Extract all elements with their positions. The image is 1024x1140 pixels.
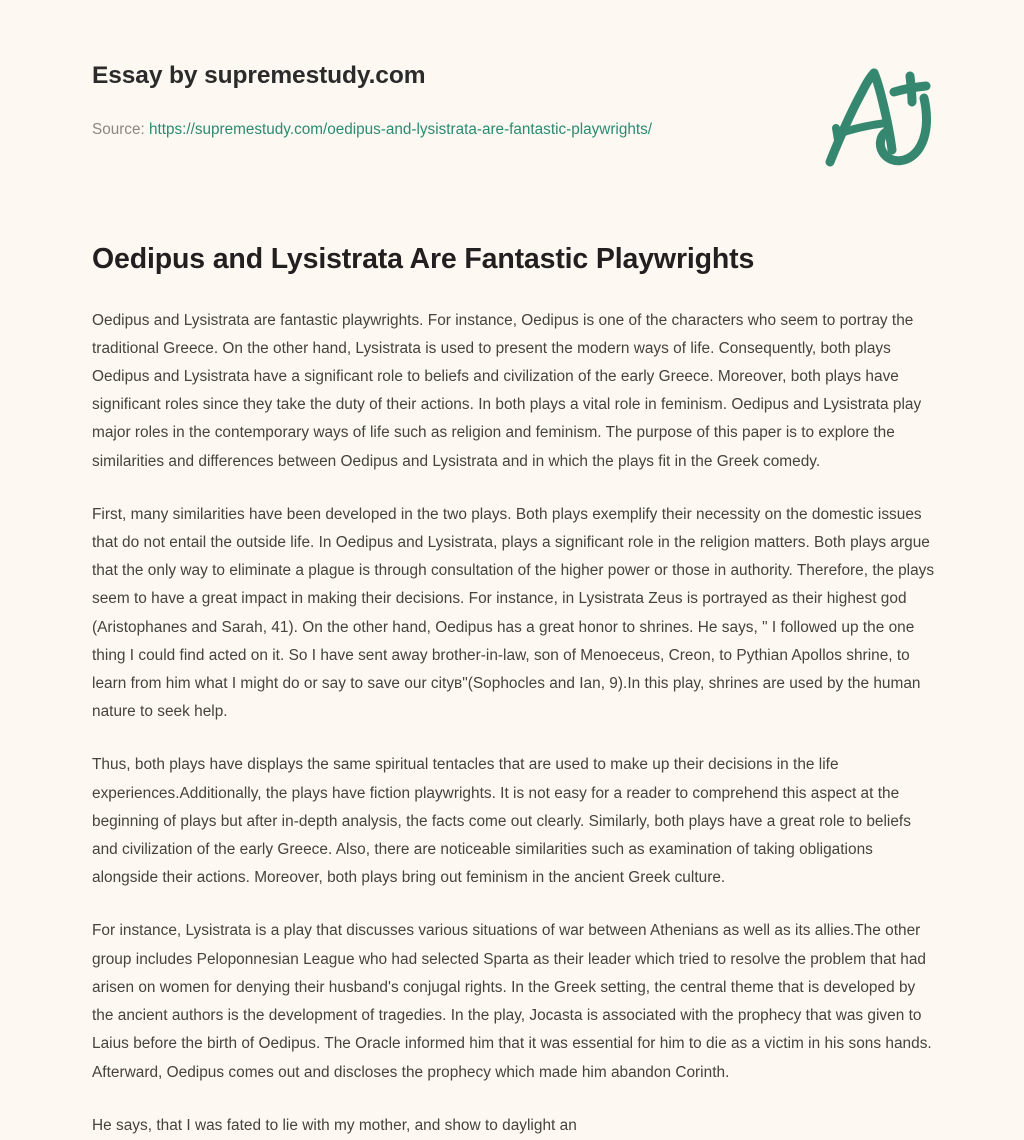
byline: Essay by supremestudy.com [92,62,426,89]
page-title: Oedipus and Lysistrata Are Fantastic Playwrights [92,243,755,275]
source-line [92,122,652,137]
source-label: Source: [92,121,145,138]
page-header [0,0,1024,200]
a-plus-logo-glyph [812,58,942,173]
paragraph: Oedipus and Lysistrata are fantastic playwrights. For instance, Oedipus is one of the characters who seem to portray the traditional Greece. On the other hand, Lysistrata is used to present the modern ways of life. Consequently, both plays Oedipus and Lysistrata have a significant role to beliefs and civilization of the early Greece. Moreover, both plays have significant roles since they take the duty of their actions. In both plays a vital role in feminism. Oedipus and Lysistrata play major roles in the contemporary ways of life such as religion and feminism. The purpose of this paper is to explore the similarities and differences between Oedipus and Lysistrata and in which the plays fit in the Greek comedy. [92,311,922,470]
article-body [92,307,938,1140]
paragraph: For instance, Lysistrata is a play that discusses various situations of war between Athenians as well as its allies.The other group includes Peloponnesian League who had selected Sparta as their leader which tried to resolve the problem that had arisen on women for denying their husband's conjugal rights. In the Greek setting, the central theme that is developed by the ancient authors is the development of tragedies. In the play, Jocasta is associated with the prophecy that was given to Laius before the birth of Oedipus. The Oracle informed him that it was essential for him to die as a victim in his sons hands. Afterward, Oedipus comes out and discloses the prophecy which made him abandon Corinth. [92,922,932,1081]
paragraph: First, many similarities have been developed in the two plays. Both plays exemplify their necessity on the domestic issues that do not entail the outside life. In Oedipus and Lysistrata, plays a significant role in the religion matters. Both plays argue that the only way to eliminate a plague is through consultation of the higher power or those in authority. Therefore, the plays seem to have a great impact in making their decisions. For instance, in Lysistrata Zeus is portrayed as their highest god (Aristophanes and Sarah, 41). On the other hand, Oedipus has a great honor to shrines. He says, " I followed up the one thing I could find acted on it. So I have sent away brother-in-law, son of Menoeceus, Creon, to Pythian Apollos shrine, to learn from him what I might do or say to save our cityв"(Sophocles and Ian, 9).In this play, shrines are used by the human nature to seek help. [92,505,935,721]
article [92,242,938,1140]
source-url-link[interactable]: https://supremestudy.com/oedipus-and-lysistrata-are-fantastic-playwrights/ [148,121,652,138]
paragraph: He says, that I was fated to lie with my mother, and show to daylight an [92,1116,577,1134]
paragraph: Thus, both plays have displays the same spiritual tentacles that are used to make up their decisions in the life experiences.Additionally, the plays have fiction playwrights. It is not easy for a reader to comprehend this aspect at the beginning of plays but after in-depth analysis, the facts come out clearly. Similarly, both plays have a great role to beliefs and civilization of the early Greece. Also, there are noticeable similarities such as examination of taking obligations alongside their actions. Moreover, both plays bring out feminism in the ancient Greek culture. [92,756,911,887]
a-plus-logo-icon [812,58,942,173]
